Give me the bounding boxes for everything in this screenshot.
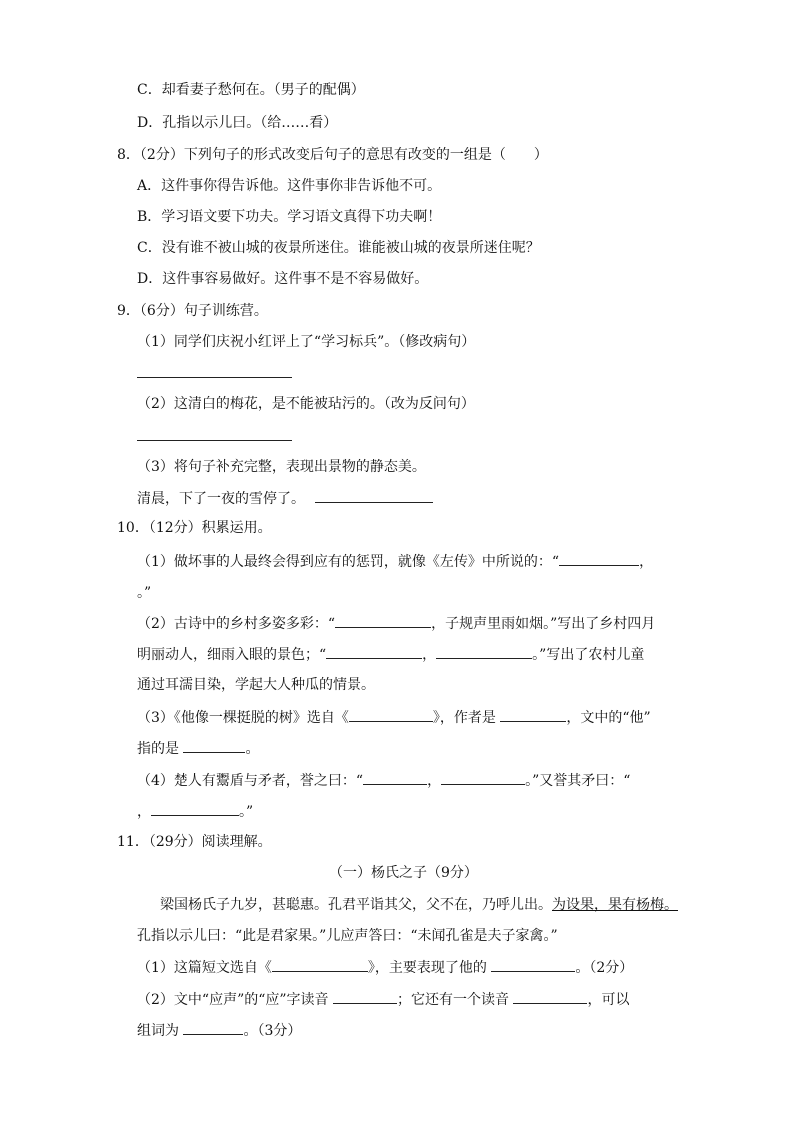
q9-sub-2: （2）这清白的梅花，是不能被玷污的。（改为反问句） <box>137 396 475 412</box>
q10-sub-2-comma: ， <box>422 647 437 663</box>
q11-passage-underlined: 为设果，果有杨梅。 <box>552 897 678 913</box>
q10-sub-2-line3: 通过耳濡目染，学起大人种瓜的情景。 <box>137 677 375 693</box>
q11-passage-text: 梁国杨氏子九岁，甚聪惠。孔君平诣其父，父不在，乃呼儿出。 <box>160 897 552 913</box>
q9-stem: 9．（6分）句子训练营。 <box>117 303 268 319</box>
q10-sub-3-text: （3）《他像一棵挺脱的树》选自《 <box>137 710 349 726</box>
q9-sub-3-sentence <box>137 488 433 509</box>
q11-passage-line-1 <box>160 895 678 915</box>
q10-stem: 10．（12分）积累运用。 <box>117 520 272 536</box>
q11-sub-2-text: （2）文中“应声”的“应”字读音 <box>137 992 329 1008</box>
q11-sub-2-score: 。（3分） <box>243 1023 302 1039</box>
q10-sub-2-text-c: 明丽动人，细雨入眼的景色；“ <box>137 647 327 663</box>
q11-1-blank-1[interactable] <box>272 957 368 972</box>
q10-sub-4-comma: ， <box>427 773 442 789</box>
q10-4-blank-3[interactable] <box>151 801 239 816</box>
q10-3-blank-3[interactable] <box>183 738 245 753</box>
q11-sub-2 <box>137 989 629 1010</box>
q10-sub-3 <box>137 707 651 728</box>
q10-sub-3-text-e: 。 <box>245 741 260 757</box>
q10-sub-4-comma-2: ， <box>137 804 151 820</box>
q10-sub-4-text-c: 。”又誉其矛曰：“ <box>525 773 631 789</box>
q10-3-blank-2[interactable] <box>500 707 566 722</box>
q11-stem: 11．（29分）阅读理解。 <box>117 834 272 850</box>
q10-4-blank-2[interactable] <box>441 770 525 785</box>
q10-sub-2-line2 <box>137 644 644 665</box>
q9-blank-3[interactable] <box>315 488 433 503</box>
q10-sub-1 <box>137 551 653 572</box>
q9-sub-3: （3）将句子补充完整，表现出景物的静态美。 <box>137 459 426 475</box>
q11-sub-1-text-b: 》，主要表现了他的 <box>367 960 487 976</box>
q10-sub-1-close: 。” <box>137 585 152 601</box>
q9-sub-1: （1）同学们庆祝小红评上了“学习标兵”。（修改病句） <box>137 334 476 350</box>
q11-2-blank-3[interactable] <box>183 1020 243 1035</box>
q11-sub-1-text: （1）这篇短文选自《 <box>137 960 272 976</box>
q11-2-blank-1[interactable] <box>333 989 397 1004</box>
q11-passage-line-2: 孔指以示儿曰：“此是君家果。”儿应声答曰：“未闻孔雀是夫子家禽。” <box>137 928 558 944</box>
q8-stem: 8．（2分）下列句子的形式改变后句子的意思有改变的一组是（ ） <box>117 147 548 163</box>
q10-sub-3-text-b: 》，作者是 <box>432 710 496 726</box>
q8-option-d: D．这件事容易做好。这件事不是不容易做好。 <box>137 271 429 287</box>
q10-sub-4-line2 <box>137 801 253 822</box>
q11-sub-1-score: 。（2分） <box>575 960 634 976</box>
q11-sub-1 <box>137 957 633 978</box>
q9-answer-line-2[interactable] <box>137 440 292 441</box>
q10-sub-4 <box>137 770 630 791</box>
q9-answer-line-1[interactable] <box>137 377 292 378</box>
q11-2-blank-2[interactable] <box>513 989 587 1004</box>
q8-option-b: B．学习语文要下功夫。学习语文真得下功夫啊！ <box>137 209 442 225</box>
q10-2-blank-1[interactable] <box>335 613 431 628</box>
q10-sub-4-close: 。” <box>239 804 254 820</box>
q10-sub-2 <box>137 613 655 634</box>
q11-sub-2-line2 <box>137 1020 301 1041</box>
q10-sub-4-text: （4）楚人有鬻盾与矛者，誉之曰：“ <box>137 773 364 789</box>
q10-4-blank-1[interactable] <box>363 770 427 785</box>
q10-2-blank-2[interactable] <box>326 644 422 659</box>
q11-sub-2-text-d: 组词为 <box>137 1023 179 1039</box>
q10-sub-1-end <box>137 582 151 603</box>
q10-sub-3-text-c: ，文中的“他” <box>566 710 651 726</box>
q10-sub-2-text: （2）古诗中的乡村多姿多彩：“ <box>137 616 336 632</box>
q11-section-title: （一）杨氏之子（9分） <box>329 865 478 881</box>
q8-option-a: A．这件事你得告诉他。这件事你非告诉他不可。 <box>137 178 442 194</box>
q11-sub-2-text-c: ，可以 <box>587 992 630 1008</box>
q10-sub-1-text: （1）做坏事的人最终会得到应有的惩罚，就像《左传》中所说的：“ <box>137 554 560 570</box>
q11-sub-2-text-b: ；它还有一个读音 <box>397 992 509 1008</box>
q8-option-c: C．没有谁不被山城的夜景所迷住。谁能被山城的夜景所迷住呢？ <box>137 240 540 256</box>
q10-sub-1-comma: ， <box>639 554 654 570</box>
q9-sub-3-text: 清晨，下了一夜的雪停了。 <box>137 491 305 507</box>
q10-sub-3-line2 <box>137 738 259 759</box>
q10-sub-2-text-e: 。”写出了农村儿童 <box>532 647 645 663</box>
q11-1-blank-2[interactable] <box>491 957 575 972</box>
q7-option-c: C．却看妻子愁何在。（男子的配偶） <box>137 82 365 98</box>
q7-option-d: D．孔指以示儿曰。（给……看） <box>137 115 338 131</box>
q10-1-blank-1[interactable] <box>559 551 639 566</box>
q10-3-blank-1[interactable] <box>349 707 433 722</box>
q10-2-blank-3[interactable] <box>436 644 532 659</box>
q10-sub-2-text-b: ，子规声里雨如烟。”写出了乡村四月 <box>431 616 656 632</box>
q10-sub-3-text-d: 指的是 <box>137 741 179 757</box>
